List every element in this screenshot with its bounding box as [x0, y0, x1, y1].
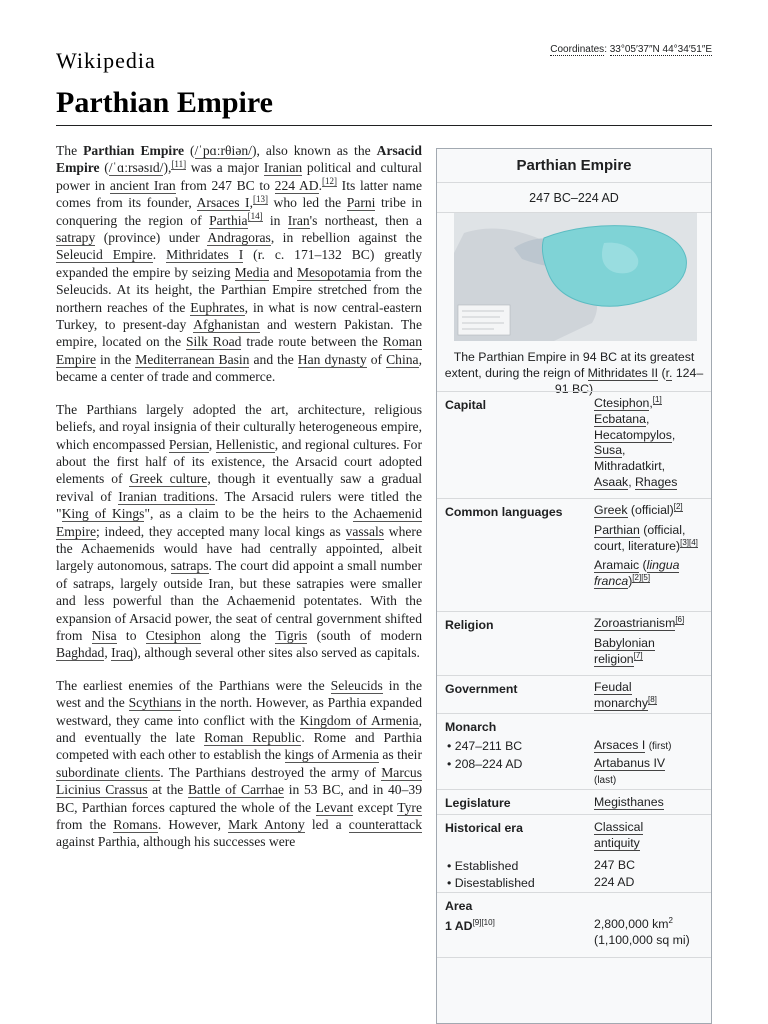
disestablished-label: • Disestablished: [447, 876, 535, 890]
ref-link[interactable]: [6]: [675, 614, 685, 624]
link-han-dynasty[interactable]: Han dynasty: [297, 351, 367, 367]
link-media[interactable]: Media: [234, 264, 270, 280]
link-mark-antony[interactable]: Mark Antony: [228, 817, 305, 833]
paragraph-enemies: The earliest enemies of the Parthians were the Seleucids in the west and the Scythians in the north. However, as Parthia expanded westward, they came into conflict with the Kingdom of Armenia, and eventually the late Roman Republic. Rome and Parthia competed with each other to establish the kings of Armenia as their subordinate clients. The Parthians destroyed the army of Marcus Licinius Crassus at the Battle of Carrhae in 53 BC, and in 40–39 BC, Parthian forces captured the whole of the Levant except Tyre from the Romans. However, Mark Antony led a counterattack against Parthia, although his successes were: [56, 677, 423, 850]
link-levant[interactable]: Levant: [315, 799, 354, 815]
link-afghanistan[interactable]: Afghanistan: [193, 317, 260, 333]
link-iraq[interactable]: Iraq: [111, 645, 134, 661]
link-classical-antiquity[interactable]: Classical: [594, 820, 644, 834]
era-label: Historical era: [445, 821, 523, 835]
link-romans[interactable]: Romans: [113, 817, 158, 833]
capital-value: Ctesiphon,[1] Ecbatana, Hecatompylos, Susa, Mithradatkirt, Asaak, Rhages: [594, 394, 678, 489]
link-subordinate-clients[interactable]: subordinate clients: [56, 764, 161, 780]
link-carrhae[interactable]: Battle of Carrhae: [187, 782, 285, 798]
ref-link[interactable]: [12]: [322, 176, 337, 187]
established-label: • Established: [447, 859, 519, 873]
capital-mithradatkirt: Mithradatkirt: [594, 459, 662, 474]
link-tyre[interactable]: Tyre: [397, 799, 422, 815]
link-arsaces-i[interactable]: Arsaces I: [594, 738, 646, 752]
link-ctesiphon[interactable]: Ctesiphon: [145, 627, 201, 643]
row-monarch: [437, 713, 711, 789]
link-mithridates-ii[interactable]: Mithridates II: [587, 366, 659, 380]
page-title: Parthian Empire: [56, 86, 273, 119]
link-persian[interactable]: Persian: [168, 436, 209, 452]
link-mithridates[interactable]: Mithridates I: [166, 247, 244, 263]
ref-link[interactable]: [11]: [171, 158, 187, 169]
link-king-of-kings[interactable]: King of Kings: [61, 506, 145, 522]
era-value: [594, 820, 706, 852]
link-megisthanes[interactable]: Megisthanes: [594, 795, 664, 809]
monarch-1-dates: • 247–211 BC: [447, 739, 523, 753]
link-aramaic[interactable]: Aramaic: [594, 558, 640, 573]
link-lingua-franca[interactable]: lingua: [646, 558, 680, 573]
link-kings-of-armenia[interactable]: kings of Armenia: [284, 747, 379, 763]
infobox-title: Parthian Empire: [437, 149, 711, 183]
link-tigris[interactable]: Tigris: [275, 627, 308, 643]
link-silk-road[interactable]: Silk Road: [186, 334, 242, 350]
ipa-link[interactable]: /ˈpɑːrθiən/: [194, 143, 252, 158]
link-arsaces[interactable]: Arsaces I: [196, 195, 250, 211]
ref-link[interactable]: [1]: [652, 394, 662, 404]
legislature-value: [594, 795, 706, 811]
link-andragoras[interactable]: Andragoras: [207, 230, 271, 246]
established-value: 247 BC: [594, 858, 636, 872]
ref-link[interactable]: [14]: [247, 211, 263, 222]
link-babylonian-religion[interactable]: Babylonian: [594, 635, 655, 650]
languages-value: Greek (official)[2] Parthian (official, court, literature)[3][4] Aramaic (lingua franca)[2][5]: [594, 501, 698, 589]
row-divider-bottom: [437, 957, 711, 958]
government-label: Government: [445, 682, 518, 696]
row-historical-era: [437, 814, 711, 894]
link-satraps[interactable]: satraps: [170, 558, 209, 574]
link-zoroastrianism[interactable]: Zoroastrianism: [594, 616, 676, 630]
paragraph-culture: The Parthians largely adopted the art, architecture, religious beliefs, and royal insignia of their culturally heterogeneous empire, which encompassed Persian, Hellenistic, and regional cultures. For about the first half of its existence, the Arsacid court adopted elements of Greek culture, though it eventually saw a gradual revival of Iranian traditions. The Arsacid rulers were titled the "King of Kings", as a claim to be the heirs to the Achaemenid Empire; indeed, they accepted many local kings as vassals where the Achaemenids would have had centrally appointed, albeit largely autonomous, satraps. The court did appoint a small number of satraps, largely outside Iran, but these satrapies were smaller and less powerful than the Achaemenid potentates. With the expansion of Arsacid power, the seat of central government shifted from Nisa to Ctesiphon along the Tigris (south of modern Baghdad, Iraq), although several other sites also served as capitals.: [56, 401, 423, 661]
link-iranian[interactable]: Iranian: [263, 160, 303, 176]
link-capital-ecbatana[interactable]: Ecbatana: [594, 411, 646, 426]
link-ancient-iran[interactable]: ancient Iran: [109, 177, 176, 193]
link-feudal-monarchy[interactable]: Feudal: [594, 680, 632, 694]
row-capital: [437, 391, 711, 501]
monarch-2: Artabanus IV (last): [594, 756, 666, 786]
link-classical-antiquity-2[interactable]: antiquity: [594, 835, 640, 850]
link-capital-susa[interactable]: Susa: [594, 443, 623, 458]
capital-label: Capital: [445, 398, 486, 412]
link-achaemenid[interactable]: Achaemenid Empire: [56, 506, 422, 539]
link-hellenistic[interactable]: Hellenistic: [215, 436, 275, 452]
wikipedia-logo[interactable]: Wikipedia: [56, 48, 156, 73]
row-government: [437, 675, 711, 717]
ref-link[interactable]: [3][4]: [680, 537, 698, 547]
ref-link[interactable]: [13]: [253, 193, 268, 204]
area-value: 2,800,000 $km^2$ (1,100,000 sq mi): [594, 915, 690, 947]
link-scythians[interactable]: Scythians: [128, 695, 182, 711]
row-area: [437, 892, 711, 962]
ref-link[interactable]: [7]: [633, 650, 643, 660]
link-parthian-language[interactable]: Parthian: [594, 522, 640, 537]
link-babylonian-religion-2[interactable]: religion: [594, 651, 634, 666]
link-224-ad[interactable]: 224 AD: [274, 177, 319, 193]
languages-label: Common languages: [445, 505, 563, 519]
infobox-dates: 247 BC–224 AD: [437, 183, 711, 213]
link-counterattack[interactable]: counterattack: [348, 817, 423, 833]
government-value: [594, 680, 706, 712]
link-capital-ctesiphon[interactable]: Ctesiphon: [594, 396, 650, 410]
link-roman-republic[interactable]: Roman Republic: [204, 730, 302, 745]
link-baghdad[interactable]: Baghdad: [56, 645, 105, 661]
empire-map-image[interactable]: [454, 213, 697, 341]
link-satrapy[interactable]: satrapy: [56, 230, 96, 246]
link-euphrates[interactable]: Euphrates: [190, 299, 245, 315]
religion-value: [594, 616, 706, 667]
area-year: 1 AD[9][10]: [445, 918, 495, 934]
link-greek-culture[interactable]: Greek culture: [129, 471, 208, 487]
link-iranian-traditions[interactable]: Iranian traditions: [118, 488, 215, 504]
row-languages: [437, 498, 711, 612]
link-reign-abbrev[interactable]: r.: [665, 366, 673, 380]
link-nisa[interactable]: Nisa: [91, 627, 117, 643]
link-seleucid-empire[interactable]: Seleucid Empire: [56, 247, 153, 263]
article-body: [56, 142, 422, 866]
ref-link[interactable]: [2][5]: [632, 573, 651, 583]
coordinates-value[interactable]: 33°05′37″N 44°34′51″E: [609, 44, 712, 55]
coordinates: Coordinates: 33°05′37″N 44°34′51″E: [550, 44, 712, 55]
area-label: Area: [445, 899, 473, 913]
religion-label: Religion: [445, 618, 494, 632]
row-legislature: [437, 789, 711, 815]
monarch-1: Arsaces I (first): [594, 738, 672, 752]
link-parthia[interactable]: Parthia: [209, 212, 248, 228]
link-feudal-monarchy-2[interactable]: monarchy: [594, 695, 648, 710]
link-parni[interactable]: Parni: [346, 195, 376, 211]
link-crassus[interactable]: Marcus Licinius Crassus: [56, 764, 422, 798]
link-mediterranean[interactable]: Mediterranean Basin: [135, 351, 250, 367]
ref-link[interactable]: [9][10]: [472, 918, 495, 927]
link-greek[interactable]: Greek: [594, 503, 628, 517]
link-china[interactable]: China: [386, 351, 419, 367]
legislature-label: Legislature: [445, 796, 511, 810]
monarch-label: Monarch: [445, 720, 497, 734]
ipa-link[interactable]: /ˈɑːrsəsɪd/: [108, 160, 164, 176]
map-caption: The Parthian Empire in 94 BC at its greatest extent, during the reign of Mithridates II (r. 124–91 BC): [444, 350, 704, 396]
coordinates-label[interactable]: Coordinates: [550, 44, 605, 55]
link-iran[interactable]: Iran: [287, 212, 310, 228]
link-capital-asaak[interactable]: Asaak: [594, 474, 629, 489]
link-kingdom-of-armenia[interactable]: Kingdom of Armenia: [299, 712, 419, 728]
link-lingua-franca-2[interactable]: franca: [594, 574, 629, 589]
monarch-2-dates: • 208–224 AD: [447, 757, 523, 771]
link-artabanus-iv[interactable]: Artabanus IV: [594, 756, 666, 770]
title-divider: [56, 125, 712, 126]
link-mesopotamia[interactable]: Mesopotamia: [296, 264, 371, 280]
link-capital-hecatompylos[interactable]: Hecatompylos: [594, 427, 672, 442]
ref-link[interactable]: [2]: [673, 501, 683, 511]
link-vassals[interactable]: vassals: [345, 523, 385, 539]
ref-link[interactable]: [8]: [648, 694, 657, 704]
link-seleucids[interactable]: Seleucids: [330, 677, 383, 693]
paragraph-intro: The Parthian Empire (/ˈpɑːrθiən/), also known as the Arsacid Empire (/ˈɑːrsəsɪd/),[11] was a major Iranian political and cultural power in ancient Iran from 247 BC to 224 AD.[12] Its latter name comes from its founder, Arsaces I,[13] who led the Parni tribe in conquering the region of Parthia[14] in Iran's northeast, then a satrapy (province) under Andragoras, in rebellion against the Seleucid Empire. Mithridates I (r. c. 171–132 BC) greatly expanded the empire by seizing Media and Mesopotamia from the Seleucids. At its height, the Parthian Empire stretched from the northern reaches of the Euphrates, in what is now central-eastern Turkey, to present-day Afghanistan and western Pakistan. The empire, located on the Silk Road trade route between the Roman Empire in the Mediterranean Basin and the Han dynasty of China, became a center of trade and commerce.: [56, 143, 423, 385]
disestablished-value: 224 AD: [594, 875, 635, 889]
infobox: [436, 148, 712, 1024]
link-capital-rhages[interactable]: Rhages: [635, 474, 678, 489]
link-roman-empire[interactable]: Roman Empire: [56, 334, 422, 367]
row-religion: [437, 611, 711, 677]
